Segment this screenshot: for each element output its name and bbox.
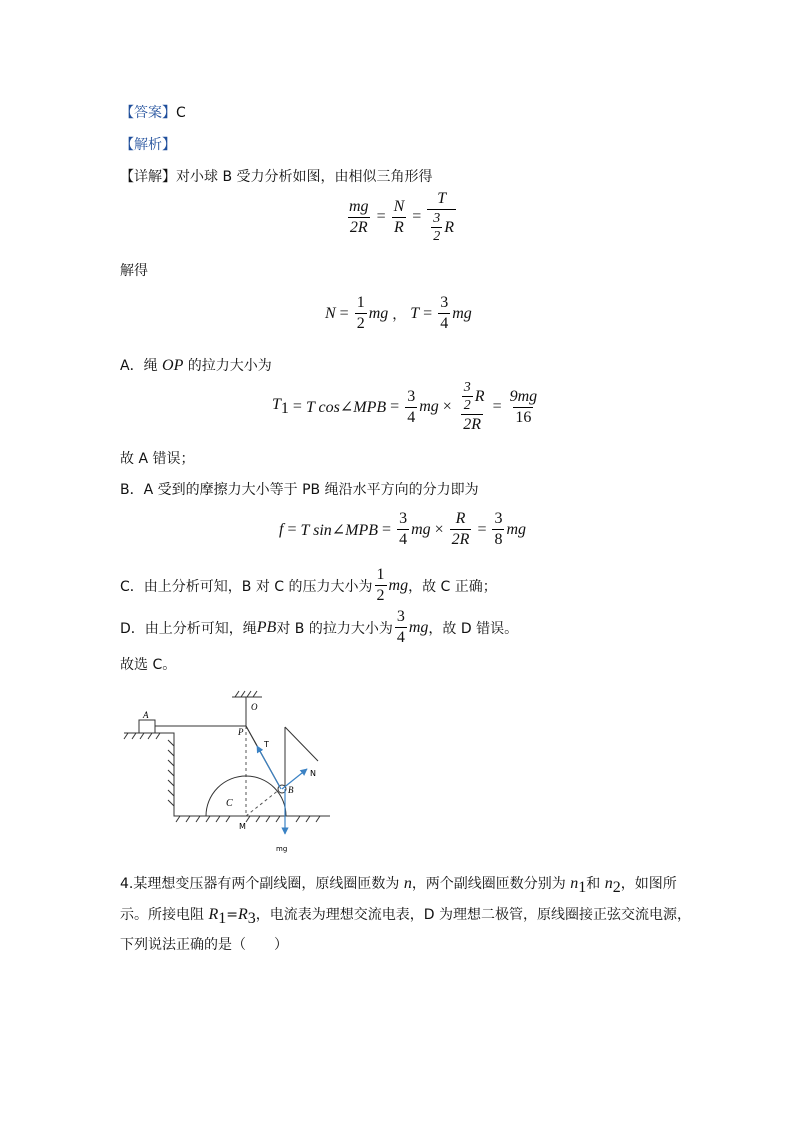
separator: ， [392,306,407,323]
numerator-tail: R [474,387,485,405]
t-sin-term: T sin∠MPB [300,521,379,539]
ceiling-support [232,691,262,697]
numerator: 3 [433,211,441,226]
numerator: 3 [494,510,503,527]
denominator: 2R [349,218,368,236]
numerator: 1 [356,294,365,311]
option-c-suffix: ，故 C 正确； [408,578,497,595]
equals-sign: = [226,907,238,924]
numerator: 3 [440,294,449,311]
label-b: B [288,785,294,795]
subscript: 2 [612,879,621,897]
denominator-tail: R [444,218,455,236]
var-n: n [403,875,412,892]
fraction-1-2 [355,294,367,333]
detail-tag: 【详解】 [120,169,176,185]
detail-text: 对小球 B 受力分析如图，由相似三角形得 [176,169,433,185]
equation-t1: $T_1$ = T cos∠MPB = $\frac{3}{4}$ mg × $\frac{3}{2}$ R 2R = $\frac{9mg}{16}$ [272,380,538,433]
answer-value: C [176,105,186,121]
fraction-r-2r [450,510,472,549]
n-symbol: n [570,875,579,892]
denominator: 8 [494,531,503,548]
fraction-1-2 [375,566,387,605]
numerator: 3 [463,380,471,395]
var-r1 [208,906,227,928]
n-symbol: n [604,875,613,892]
numerator: 3 [399,510,408,527]
label-o: O [251,702,258,712]
denominator: 4 [399,531,408,548]
lhs-f: f [279,520,284,538]
q4-text-1a: 4.某理想变压器有两个副线圈，原线圈匝数为 [120,876,404,892]
q4-line-3: 下列说法正确的是（ ） [120,937,288,954]
numerator: 1 [376,566,385,583]
denominator: 2 [376,587,385,604]
label-mg: mg [276,845,288,853]
denominator: 16 [515,408,532,426]
q4-text-1b: ，两个副线圈匝数分别为 [411,876,571,892]
var-r3 [237,906,256,928]
q4-text-2a: 示。所接电阻 [120,907,209,924]
force-t-arrow [257,746,281,789]
mg-term: mg [452,304,472,322]
q4-text-2b: ，电流表为理想交流电表，D 为理想二极管，原线圈接正弦交流电源， [255,907,691,924]
var-op: OP [162,357,184,374]
subscript: 1 [218,910,227,928]
mg-term: mg [419,398,439,415]
option-a-conclusion: 故 A 错误； [120,451,195,467]
inner-fraction [462,380,473,413]
option-a-line [120,355,272,375]
mg-term: mg [368,304,389,322]
label-t: T [264,740,269,749]
denominator: 2 [463,398,471,413]
equation-results: N = $\frac{1}{2}$ mg ， T = $\frac{3}{4}$ mg [325,294,472,332]
option-a-suffix: 的拉力大小为 [183,358,272,374]
denominator: 2R [463,416,482,433]
var-n2 [604,875,621,897]
label-a: A [143,710,149,720]
denominator: R [394,218,404,236]
denominator [427,209,456,244]
denominator: 4 [440,315,449,332]
numerator [458,380,487,414]
denominator: 2R [451,531,470,548]
fraction-9mg-16 [508,388,540,427]
denominator: 4 [396,629,405,646]
option-b-line: B．A 受到的摩擦力大小等于 PB 绳沿水平方向的分力即为 [120,482,479,498]
q4-and: 和 [586,876,605,892]
numerator: N [393,197,405,215]
option-d-mid: 对 B 的拉力大小为 [276,620,393,637]
numerator: 3 [396,608,405,625]
r-symbol: R [208,906,219,924]
label-m: M [239,822,246,831]
fraction-n-r [392,198,407,237]
fraction-3-8 [492,510,504,549]
numerator: R [455,510,466,527]
fraction-t-3-2r [427,190,456,244]
t-cos-term: T cos∠MPB [305,399,387,416]
force-diagram [118,688,338,858]
q4-line-1 [120,870,680,901]
lhs-t1 [272,396,289,418]
detail-line [120,166,433,186]
numerator: mg [349,197,369,215]
subscript: 3 [247,910,256,928]
q4-line-2 [120,901,691,932]
block-a [139,720,155,733]
q4-text-1c: ，如图所 [620,876,677,892]
fraction-mg-2r [347,198,371,237]
t-symbol: T [272,395,281,413]
mg-term: mg [388,576,409,594]
fraction-3-4 [438,294,450,333]
label-c: C [226,798,233,809]
option-a-prefix: A．绳 [120,358,163,374]
numerator: 9mg [509,387,538,405]
equation-similar-triangles: $\frac{mg}{2R}$ = $\frac{N}{R}$ = T $\frac{3}{2}$ R [349,190,455,244]
mg-term: mg [411,520,431,538]
construction-line-1 [285,727,318,761]
option-c-line [120,566,497,605]
var-n1 [570,875,587,897]
lhs-t: T [410,304,420,322]
answer-tag: 【答案】 [120,105,176,121]
question-4 [120,870,691,959]
choice-line: 故选 C。 [120,657,177,673]
solve-text: 解得 [120,263,148,279]
inner-fraction [431,211,442,244]
option-c-prefix: C．由上分析可知，B 对 C 的压力大小为 [120,578,373,595]
subscript: 1 [280,400,289,418]
mg-term: mg [408,618,429,636]
analysis-tag: 【解析】 [120,137,176,153]
subscript: 1 [578,879,587,897]
r-symbol: R [237,906,248,924]
denominator: 2 [356,315,365,332]
label-n: N [310,769,316,778]
numerator: T [437,190,447,207]
mg-term: mg [506,520,527,538]
answer-line [120,102,186,122]
option-d-prefix: D．由上分析可知，绳 [120,620,257,637]
fraction-3-4 [397,510,409,549]
option-d-line [120,608,518,647]
lhs-n: N [325,304,336,322]
denominator: 2 [433,229,441,244]
denominator: 4 [407,408,416,426]
numerator: 3 [407,387,416,405]
fraction-3-4 [405,388,417,427]
dashed-mb [246,789,280,816]
option-d-suffix: ，故 D 错误。 [428,620,519,637]
equation-friction: f = T sin∠MPB = $\frac{3}{4}$ mg × $\frac{R}{2R}$ = $\frac{3}{8}$ mg [279,510,527,548]
fraction-3-4 [395,608,407,647]
force-n-arrow [282,769,307,789]
var-pb: PB [256,618,277,636]
label-p: P [238,727,244,737]
fraction-3-2r-over-2r [458,380,487,434]
